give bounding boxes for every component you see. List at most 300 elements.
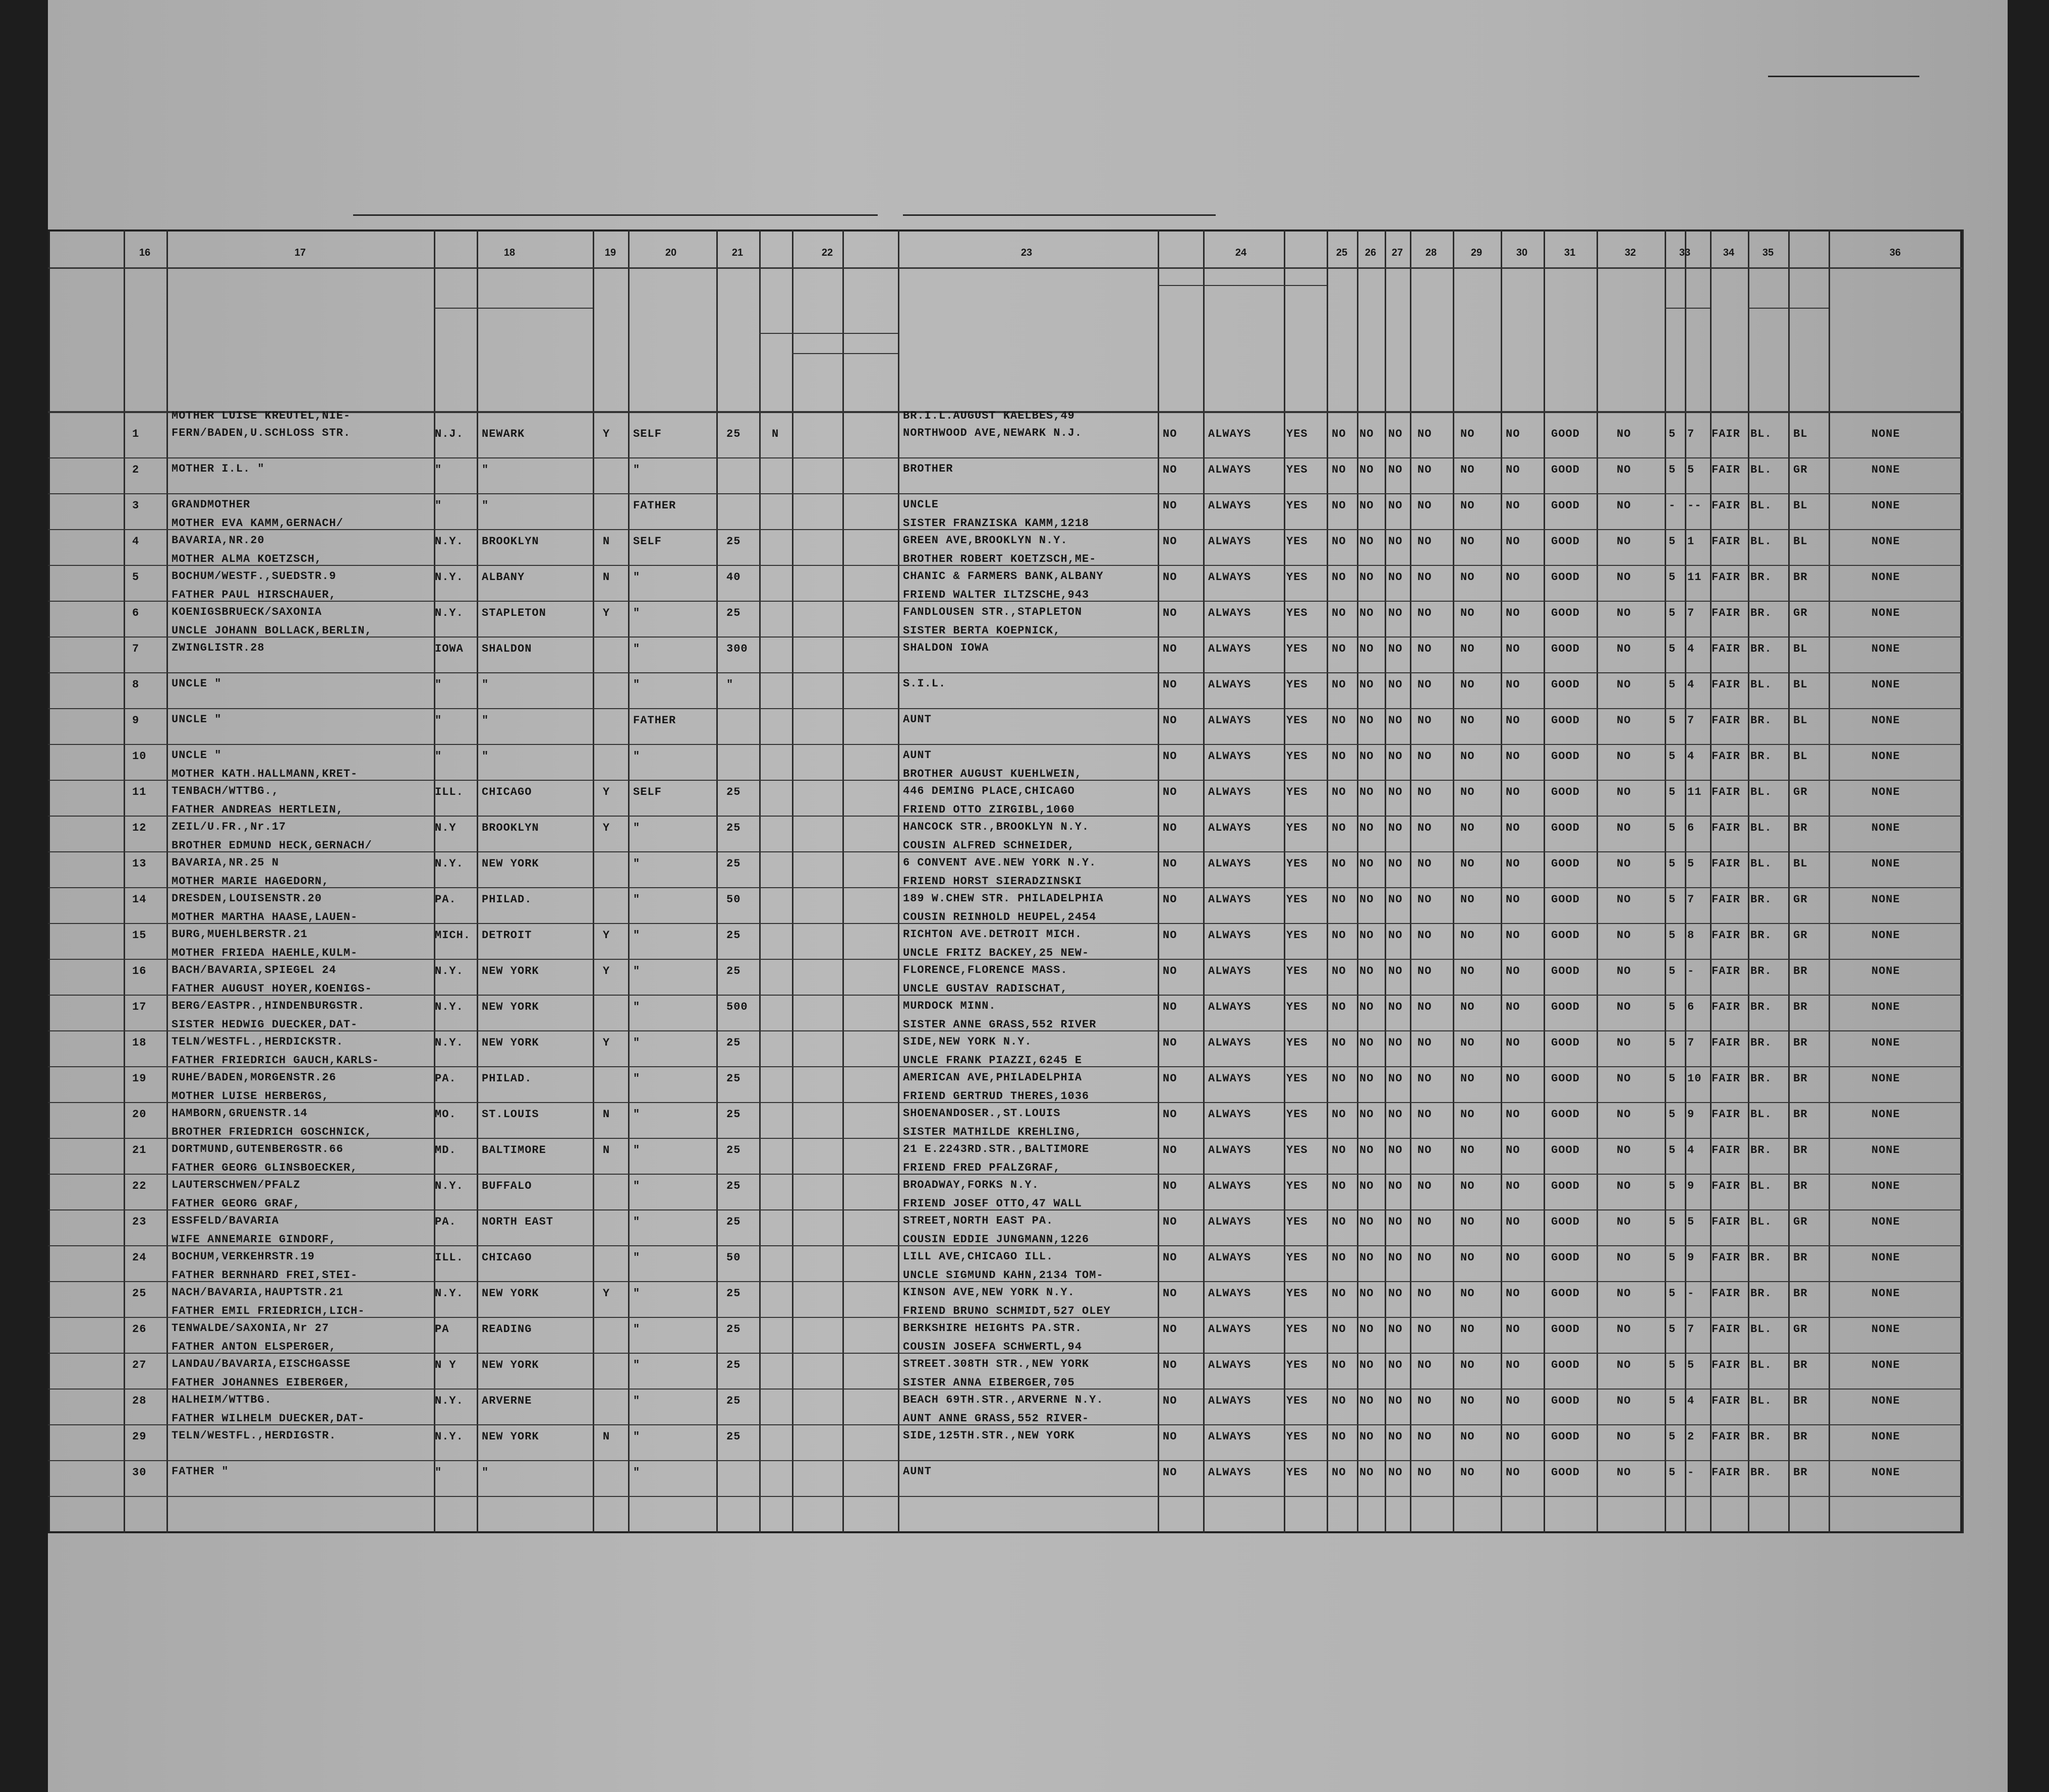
relative-line-1: MOTHER MARIE HAGEDORN,: [172, 875, 329, 888]
deformed-cell: NO: [1617, 857, 1631, 870]
paid-by-cell: ": [633, 1036, 641, 1049]
q25-cell: NO: [1332, 1430, 1346, 1443]
ticket-cell: N: [603, 1430, 610, 1443]
column-number: 23: [1020, 247, 1033, 258]
q26-cell: NO: [1359, 1036, 1374, 1049]
q28-cell: NO: [1417, 965, 1432, 977]
state-cell: ": [435, 714, 442, 727]
ticket-cell: N: [603, 535, 610, 548]
paid-by-cell: SELF: [633, 786, 662, 798]
health-cell: GOOD: [1551, 1036, 1580, 1049]
state-cell: MO.: [435, 1108, 457, 1121]
return-cell: NO: [1163, 499, 1177, 512]
return-cell: NO: [1163, 1430, 1177, 1443]
length-cell: ALWAYS: [1208, 822, 1251, 834]
inches-cell: 9: [1687, 1108, 1695, 1121]
citizen-cell: YES: [1286, 714, 1308, 727]
length-cell: ALWAYS: [1208, 571, 1251, 584]
port-line: [353, 214, 878, 216]
inches-cell: 7: [1687, 714, 1695, 727]
q26-cell: NO: [1359, 428, 1374, 440]
column-number: 21: [731, 247, 744, 258]
city-cell: NEW YORK: [482, 1430, 539, 1443]
deformed-cell: NO: [1617, 1430, 1631, 1443]
citizen-cell: YES: [1286, 1072, 1308, 1085]
state-cell: N.Y.: [435, 1180, 464, 1192]
relative-line-2: LAUTERSCHWEN/PFALZ: [172, 1179, 301, 1191]
joining-line-1: COUSIN EDDIE JUNGMANN,1226: [903, 1233, 1090, 1246]
deformed-cell: NO: [1617, 571, 1631, 584]
row-rule: [48, 267, 1962, 269]
state-cell: ": [435, 464, 442, 476]
q29-cell: NO: [1460, 929, 1475, 942]
feet-cell: 5: [1669, 1216, 1676, 1228]
paid-by-cell: ": [633, 1287, 641, 1300]
q25-cell: NO: [1332, 1216, 1346, 1228]
deformed-cell: NO: [1617, 1144, 1631, 1157]
marks-cell: NONE: [1871, 1323, 1900, 1336]
return-cell: NO: [1163, 1072, 1177, 1085]
q29-cell: NO: [1460, 1108, 1475, 1121]
health-cell: GOOD: [1551, 1072, 1580, 1085]
q27-cell: NO: [1388, 678, 1403, 691]
row-number: 1: [132, 428, 140, 440]
joining-line-2: BROTHER: [903, 463, 953, 475]
eyes-cell: GR: [1793, 607, 1808, 619]
joining-line-2: SIDE,125TH.STR.,NEW YORK: [903, 1429, 1075, 1442]
q27-cell: NO: [1388, 857, 1403, 870]
q27-cell: NO: [1388, 1251, 1403, 1264]
ticket-cell: N: [603, 571, 610, 584]
state-cell: ": [435, 678, 442, 691]
hair-cell: BL.: [1750, 786, 1772, 798]
q29-cell: NO: [1460, 1359, 1475, 1371]
complexion-cell: FAIR: [1712, 1108, 1740, 1121]
eyes-cell: BR: [1793, 571, 1808, 584]
feet-cell: 5: [1669, 965, 1676, 977]
q27-cell: NO: [1388, 750, 1403, 763]
column-rule: [166, 229, 168, 1533]
hair-cell: BL.: [1750, 678, 1772, 691]
column-number: 31: [1564, 247, 1576, 258]
q27-cell: NO: [1388, 1430, 1403, 1443]
city-cell: ": [482, 499, 489, 512]
row-number: 4: [132, 535, 140, 548]
eyes-cell: BR: [1793, 1430, 1808, 1443]
q30-cell: NO: [1506, 1287, 1520, 1300]
deformed-cell: NO: [1617, 607, 1631, 619]
q29-cell: NO: [1460, 428, 1475, 440]
joining-line-1: UNCLE GUSTAV RADISCHAT,: [903, 982, 1068, 995]
deformed-cell: NO: [1617, 1036, 1631, 1049]
marks-cell: NONE: [1871, 428, 1900, 440]
hair-cell: BL.: [1750, 1359, 1772, 1371]
joining-line-2: CHANIC & FARMERS BANK,ALBANY: [903, 570, 1104, 583]
q28-cell: NO: [1417, 535, 1432, 548]
q26-cell: NO: [1359, 535, 1374, 548]
health-cell: GOOD: [1551, 464, 1580, 476]
eyes-cell: BR: [1793, 1466, 1808, 1479]
citizen-cell: YES: [1286, 857, 1308, 870]
hair-cell: BR.: [1750, 1466, 1772, 1479]
joining-line-2: SHOENANDOSER.,ST.LOUIS: [903, 1107, 1061, 1120]
complexion-cell: FAIR: [1712, 1430, 1740, 1443]
paid-by-cell: ": [633, 1180, 641, 1192]
q27-cell: NO: [1388, 464, 1403, 476]
length-cell: ALWAYS: [1208, 607, 1251, 619]
q27-cell: NO: [1388, 607, 1403, 619]
q27-cell: NO: [1388, 1395, 1403, 1407]
q30-cell: NO: [1506, 1001, 1520, 1013]
relative-line-1: FATHER ANDREAS HERTLEIN,: [172, 803, 344, 816]
q27-cell: NO: [1388, 965, 1403, 977]
joining-line-2: 189 W.CHEW STR. PHILADELPHIA: [903, 892, 1104, 905]
column-rule: [716, 229, 718, 1533]
city-cell: ": [482, 714, 489, 727]
q25-cell: NO: [1332, 1001, 1346, 1013]
marks-cell: NONE: [1871, 750, 1900, 763]
feet-cell: 5: [1669, 1466, 1676, 1479]
relative-line-1: BROTHER EDMUND HECK,GERNACH/: [172, 839, 372, 852]
state-cell: N.Y.: [435, 535, 464, 548]
row-number: 10: [132, 750, 147, 763]
citizen-cell: YES: [1286, 1180, 1308, 1192]
return-cell: NO: [1163, 965, 1177, 977]
feet-cell: 5: [1669, 607, 1676, 619]
complexion-cell: FAIR: [1712, 464, 1740, 476]
q27-cell: NO: [1388, 714, 1403, 727]
money-cell: 25: [726, 786, 741, 798]
citizen-cell: YES: [1286, 1287, 1308, 1300]
citizen-cell: YES: [1286, 965, 1308, 977]
inches-cell: 11: [1687, 571, 1702, 584]
column-number: 28: [1425, 247, 1437, 258]
complexion-cell: FAIR: [1712, 1144, 1740, 1157]
q30-cell: NO: [1506, 750, 1520, 763]
q28-cell: NO: [1417, 1180, 1432, 1192]
marks-cell: NONE: [1871, 1251, 1900, 1264]
length-cell: ALWAYS: [1208, 965, 1251, 977]
hair-cell: BR.: [1750, 750, 1772, 763]
health-cell: GOOD: [1551, 822, 1580, 834]
complexion-cell: FAIR: [1712, 571, 1740, 584]
return-cell: NO: [1163, 857, 1177, 870]
money-cell: 300: [726, 643, 748, 655]
feet-cell: 5: [1669, 1251, 1676, 1264]
q29-cell: NO: [1460, 1466, 1475, 1479]
column-rule: [1203, 229, 1205, 1533]
return-cell: NO: [1163, 714, 1177, 727]
inches-cell: 4: [1687, 678, 1695, 691]
health-cell: GOOD: [1551, 643, 1580, 655]
joining-line-2: HANCOCK STR.,BROOKLYN N.Y.: [903, 821, 1090, 833]
q29-cell: NO: [1460, 965, 1475, 977]
column-number: 26: [1364, 247, 1377, 258]
row-number: 7: [132, 643, 140, 655]
q25-cell: NO: [1332, 750, 1346, 763]
deformed-cell: NO: [1617, 714, 1631, 727]
q26-cell: NO: [1359, 464, 1374, 476]
joining-line-1: FRIEND OTTO ZIRGIBL,1060: [903, 803, 1075, 816]
row-number: 20: [132, 1108, 147, 1121]
column-number: 36: [1889, 247, 1901, 258]
money-cell: 25: [726, 428, 741, 440]
joining-line-2: STREET.308TH STR.,NEW YORK: [903, 1358, 1090, 1370]
money-cell: 25: [726, 1395, 741, 1407]
q25-cell: NO: [1332, 678, 1346, 691]
eyes-cell: BR: [1793, 1036, 1808, 1049]
citizen-cell: YES: [1286, 1036, 1308, 1049]
relative-line-2: ZEIL/U.FR.,Nr.17: [172, 821, 287, 833]
return-cell: NO: [1163, 1216, 1177, 1228]
joining-line-1: SISTER BERTA KOEPNICK,: [903, 624, 1061, 637]
q25-cell: NO: [1332, 1251, 1346, 1264]
joining-line-1: UNCLE SIGMUND KAHN,2134 TOM-: [903, 1269, 1104, 1282]
return-cell: NO: [1163, 464, 1177, 476]
health-cell: GOOD: [1551, 1108, 1580, 1121]
state-cell: ": [435, 750, 442, 763]
q28-cell: NO: [1417, 1108, 1432, 1121]
paid-by-cell: ": [633, 822, 641, 834]
q25-cell: NO: [1332, 857, 1346, 870]
complexion-cell: FAIR: [1712, 965, 1740, 977]
money-cell: 25: [726, 1180, 741, 1192]
eyes-cell: BR: [1793, 1072, 1808, 1085]
hair-cell: BR.: [1750, 643, 1772, 655]
marks-cell: NONE: [1871, 535, 1900, 548]
q28-cell: NO: [1417, 1072, 1432, 1085]
relative-line-2: KOENIGSBRUECK/SAXONIA: [172, 606, 322, 618]
q28-cell: NO: [1417, 499, 1432, 512]
city-cell: ARVERNE: [482, 1395, 532, 1407]
q28-cell: NO: [1417, 1216, 1432, 1228]
health-cell: GOOD: [1551, 893, 1580, 906]
eyes-cell: GR: [1793, 1323, 1808, 1336]
column-rule: [1597, 229, 1598, 1533]
deformed-cell: NO: [1617, 893, 1631, 906]
row-rule: [48, 457, 1962, 458]
q26-cell: NO: [1359, 857, 1374, 870]
relative-line-2: ZWINGLISTR.28: [172, 642, 265, 654]
return-cell: NO: [1163, 1359, 1177, 1371]
q29-cell: NO: [1460, 678, 1475, 691]
q27-cell: NO: [1388, 1287, 1403, 1300]
q26-cell: NO: [1359, 786, 1374, 798]
complexion-cell: FAIR: [1712, 822, 1740, 834]
return-cell: NO: [1163, 1108, 1177, 1121]
health-cell: GOOD: [1551, 1144, 1580, 1157]
deformed-cell: NO: [1617, 1466, 1631, 1479]
q25-cell: NO: [1332, 535, 1346, 548]
q25-cell: NO: [1332, 1036, 1346, 1049]
city-cell: NEW YORK: [482, 1287, 539, 1300]
q25-cell: NO: [1332, 1323, 1346, 1336]
q30-cell: NO: [1506, 643, 1520, 655]
money-cell: 25: [726, 1287, 741, 1300]
length-cell: ALWAYS: [1208, 786, 1251, 798]
paid-by-cell: ": [633, 1251, 641, 1264]
relative-line-1: FATHER AUGUST HOYER,KOENIGS-: [172, 982, 372, 995]
q29-cell: NO: [1460, 786, 1475, 798]
row-number: 25: [132, 1287, 147, 1300]
health-cell: GOOD: [1551, 1251, 1580, 1264]
relative-line-2: TELN/WESTFL.,HERDICKSTR.: [172, 1035, 344, 1048]
state-cell: N.Y.: [435, 965, 464, 977]
q28-cell: NO: [1417, 857, 1432, 870]
joining-line-2: UNCLE: [903, 498, 939, 511]
citizen-cell: YES: [1286, 464, 1308, 476]
relative-line-2: MOTHER I.L. ": [172, 463, 265, 475]
hair-cell: BL.: [1750, 428, 1772, 440]
row-rule: [1158, 285, 1327, 286]
eyes-cell: BR: [1793, 1108, 1808, 1121]
q26-cell: NO: [1359, 1216, 1374, 1228]
row-number: 19: [132, 1072, 147, 1085]
complexion-cell: FAIR: [1712, 1287, 1740, 1300]
return-cell: NO: [1163, 1395, 1177, 1407]
q25-cell: NO: [1332, 1072, 1346, 1085]
eyes-cell: BL: [1793, 857, 1808, 870]
q30-cell: NO: [1506, 1216, 1520, 1228]
feet-cell: 5: [1669, 1395, 1676, 1407]
length-cell: ALWAYS: [1208, 750, 1251, 763]
row-number: 18: [132, 1036, 147, 1049]
q26-cell: NO: [1359, 822, 1374, 834]
q25-cell: NO: [1332, 714, 1346, 727]
paid-by-cell: ": [633, 1359, 641, 1371]
row-number: 13: [132, 857, 147, 870]
q25-cell: NO: [1332, 1287, 1346, 1300]
feet-cell: 5: [1669, 1144, 1676, 1157]
row-number: 28: [132, 1395, 147, 1407]
deformed-cell: NO: [1617, 1001, 1631, 1013]
q25-cell: NO: [1332, 499, 1346, 512]
return-cell: NO: [1163, 1144, 1177, 1157]
relative-line-1: UNCLE JOHANN BOLLACK,BERLIN,: [172, 624, 372, 637]
relative-line-1: FATHER PAUL HIRSCHAUER,: [172, 589, 336, 601]
complexion-cell: FAIR: [1712, 428, 1740, 440]
length-cell: ALWAYS: [1208, 1430, 1251, 1443]
row-number: 8: [132, 678, 140, 691]
column-number: 19: [604, 247, 616, 258]
citizen-cell: YES: [1286, 428, 1308, 440]
city-cell: NEW YORK: [482, 1036, 539, 1049]
city-cell: BROOKLYN: [482, 822, 539, 834]
hair-cell: BR.: [1750, 1287, 1772, 1300]
column-rule: [1501, 229, 1502, 1533]
q28-cell: NO: [1417, 1323, 1432, 1336]
return-cell: NO: [1163, 678, 1177, 691]
q28-cell: NO: [1417, 714, 1432, 727]
relative-line-2: BURG,MUEHLBERSTR.21: [172, 928, 308, 941]
city-cell: ": [482, 1466, 489, 1479]
relative-line-1: FATHER ANTON ELSPERGER,: [172, 1341, 336, 1353]
joining-line-1: UNCLE FRANK PIAZZI,6245 E: [903, 1054, 1083, 1067]
paid-by-cell: ": [633, 929, 641, 942]
health-cell: GOOD: [1551, 607, 1580, 619]
feet-cell: 5: [1669, 786, 1676, 798]
inches-cell: 4: [1687, 1144, 1695, 1157]
q26-cell: NO: [1359, 1144, 1374, 1157]
feet-cell: 5: [1669, 1108, 1676, 1121]
row-number: 11: [132, 786, 147, 798]
health-cell: GOOD: [1551, 1466, 1580, 1479]
q27-cell: NO: [1388, 1001, 1403, 1013]
row-number: 27: [132, 1359, 147, 1371]
column-rule: [1788, 229, 1790, 1533]
q29-cell: NO: [1460, 1216, 1475, 1228]
row-number: 24: [132, 1251, 147, 1264]
q29-cell: NO: [1460, 714, 1475, 727]
q28-cell: NO: [1417, 1359, 1432, 1371]
joining-line-2: FANDLOUSEN STR.,STAPLETON: [903, 606, 1083, 618]
q29-cell: NO: [1460, 1036, 1475, 1049]
q27-cell: NO: [1388, 1072, 1403, 1085]
q27-cell: NO: [1388, 643, 1403, 655]
length-cell: ALWAYS: [1208, 1216, 1251, 1228]
relative-line-1: MOTHER EVA KAMM,GERNACH/: [172, 517, 344, 530]
q28-cell: NO: [1417, 678, 1432, 691]
relative-line-2: DRESDEN,LOUISENSTR.20: [172, 892, 322, 905]
relative-line-2: HAMBORN,GRUENSTR.14: [172, 1107, 308, 1120]
marks-cell: NONE: [1871, 822, 1900, 834]
length-cell: ALWAYS: [1208, 1036, 1251, 1049]
q26-cell: NO: [1359, 750, 1374, 763]
q26-cell: NO: [1359, 1251, 1374, 1264]
paid-by-cell: SELF: [633, 535, 662, 548]
column-rule: [1410, 229, 1411, 1533]
citizen-cell: YES: [1286, 1251, 1308, 1264]
money-cell: 25: [726, 535, 741, 548]
q27-cell: NO: [1388, 1323, 1403, 1336]
return-cell: NO: [1163, 786, 1177, 798]
hair-cell: BR.: [1750, 1036, 1772, 1049]
length-cell: ALWAYS: [1208, 1323, 1251, 1336]
city-cell: NORTH EAST: [482, 1216, 554, 1228]
length-cell: ALWAYS: [1208, 1072, 1251, 1085]
q27-cell: NO: [1388, 571, 1403, 584]
paid-by-cell: ": [633, 1144, 641, 1157]
q27-cell: NO: [1388, 929, 1403, 942]
column-rule: [842, 229, 844, 1533]
q26-cell: NO: [1359, 1108, 1374, 1121]
row-number: 29: [132, 1430, 147, 1443]
deformed-cell: NO: [1617, 1216, 1631, 1228]
citizen-cell: YES: [1286, 1001, 1308, 1013]
citizen-cell: YES: [1286, 1466, 1308, 1479]
joining-line-2: SHALDON IOWA: [903, 642, 989, 654]
joining-line-2: 21 E.2243RD.STR.,BALTIMORE: [903, 1143, 1090, 1155]
q30-cell: NO: [1506, 893, 1520, 906]
q25-cell: NO: [1332, 571, 1346, 584]
return-cell: NO: [1163, 535, 1177, 548]
joining-line-2: NORTHWOOD AVE,NEWARK N.J.: [903, 427, 1083, 439]
row-number: 30: [132, 1466, 147, 1479]
deformed-cell: NO: [1617, 1359, 1631, 1371]
q27-cell: NO: [1388, 499, 1403, 512]
joining-line-1: BR.I.L.AUGUST KAELBES,49: [903, 410, 1075, 422]
q26-cell: NO: [1359, 1072, 1374, 1085]
length-cell: ALWAYS: [1208, 428, 1251, 440]
length-cell: ALWAYS: [1208, 643, 1251, 655]
joining-line-2: BEACH 69TH.STR.,ARVERNE N.Y.: [903, 1394, 1104, 1406]
length-cell: ALWAYS: [1208, 499, 1251, 512]
deformed-cell: NO: [1617, 1287, 1631, 1300]
q29-cell: NO: [1460, 1287, 1475, 1300]
deformed-cell: NO: [1617, 428, 1631, 440]
inches-cell: -: [1687, 1287, 1695, 1300]
q30-cell: NO: [1506, 929, 1520, 942]
